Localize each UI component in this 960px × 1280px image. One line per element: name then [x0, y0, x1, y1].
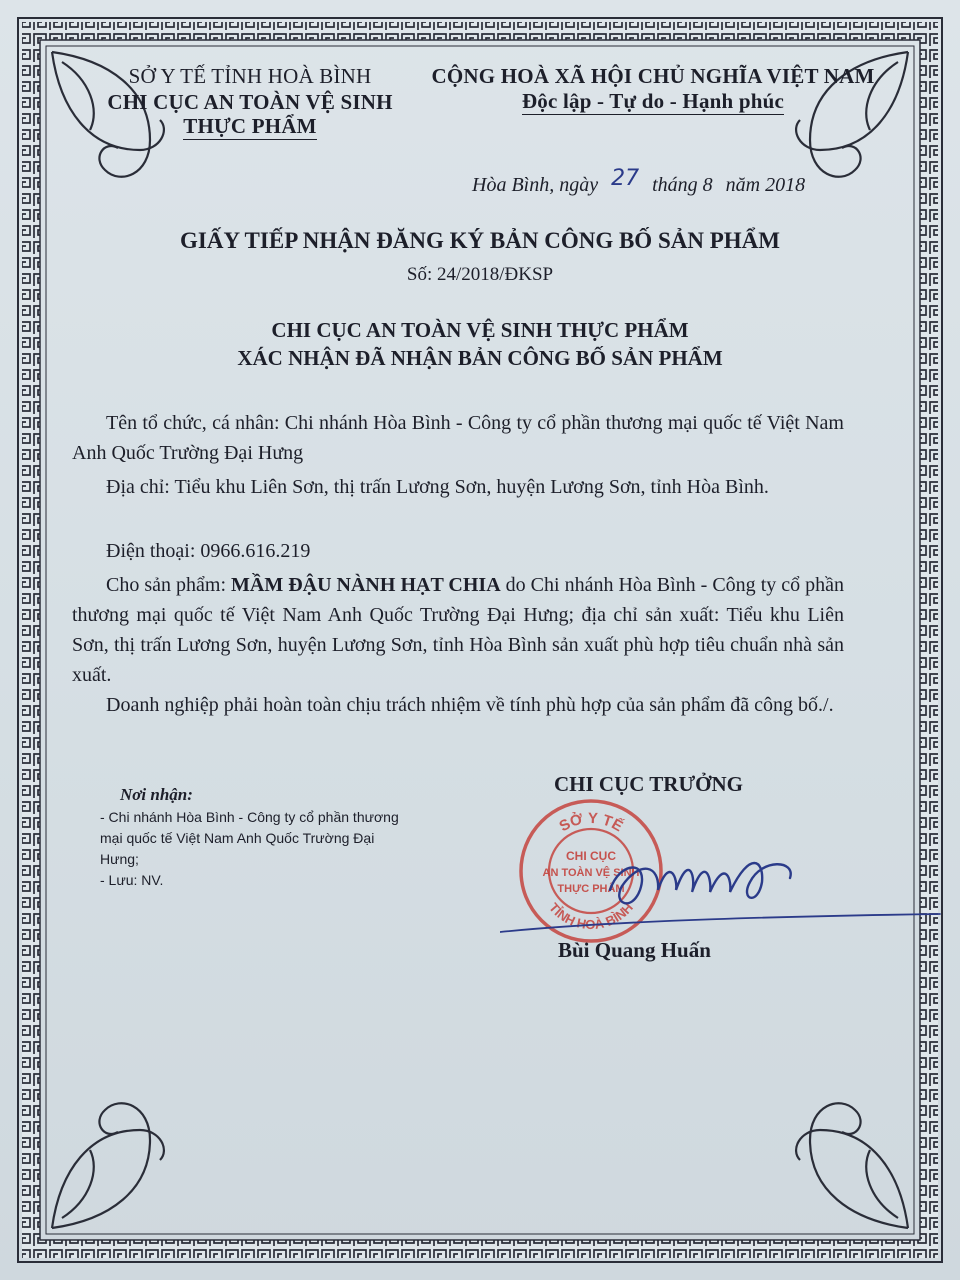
republic-line-2-wrap [428, 89, 878, 114]
date-line [472, 166, 806, 197]
product-paragraph [72, 570, 844, 690]
phone-text: Điện thoại: 0966.616.219 [106, 540, 311, 562]
product-prefix: Cho sản phẩm: [106, 574, 226, 596]
stamp-center-line-1: CHI CỤC [566, 849, 616, 863]
product-suffix: do Chi nhánh Hòa Bình - Công ty cổ phần thương mại quốc tế Việt Nam Anh Quốc Trường Đại Hưng; địa chỉ sản xuất: Tiểu khu Liên Sơn, thị trấn Lương Sơn, huyện Lương Sơn, tỉnh Hòa Bình sản xuất phù hợp tiêu chuẩn nhà sản xuất. [72, 574, 845, 686]
recipient-item-1: - Chi nhánh Hòa Bình - Công ty cổ phần thương mại quốc tế Việt Nam Anh Quốc Trường Đại Hưng; [100, 809, 399, 867]
recipients-block [100, 784, 400, 891]
agency-line-3-wrap [0, 114, 500, 139]
handwritten-signature [500, 820, 950, 940]
corner-ornament-bottom-right [796, 1103, 908, 1228]
date-year: năm 2018 [725, 174, 806, 196]
document-number: Số: 24/2018/ĐKSP [406, 264, 554, 285]
recipient-item-2: - Lưu: NV. [100, 872, 164, 888]
republic-line-1: CỘNG HOÀ XÃ HỘI CHỦ NGHĨA VIỆT NAM [431, 64, 875, 88]
date-place: Hòa Bình, ngày [472, 174, 599, 196]
subtitle-line-1: CHI CỤC AN TOÀN VỆ SINH THỰC PHẨM [271, 318, 689, 342]
responsibility-paragraph [72, 690, 844, 720]
signature-role: CHI CỤC TRƯỞNG [554, 772, 744, 796]
product-name: MẦM ĐẬU NÀNH HẠT CHIA [231, 574, 501, 596]
address-paragraph [72, 472, 844, 502]
agency-line-2: CHI CỤC AN TOÀN VỆ SINH [107, 90, 393, 114]
phone-paragraph [72, 536, 844, 566]
date-month: tháng 8 [652, 174, 713, 196]
document-title: GIẤY TIẾP NHẬN ĐĂNG KÝ BẢN CÔNG BỐ SẢN PHẨM [180, 228, 780, 253]
signer-name: Bùi Quang Huấn [558, 938, 711, 962]
agency-line-3: THỰC PHẨM [183, 114, 317, 138]
address-text: Địa chỉ: Tiểu khu Liên Sơn, thị trấn Lương Sơn, huyện Lương Sơn, tỉnh Hòa Bình. [106, 476, 769, 498]
stamp-top-text: SỞ Y TẾ [556, 809, 626, 836]
agency-line-1: SỞ Y TẾ TỈNH HOÀ BÌNH [128, 64, 372, 88]
stamp-bottom-text: TỈNH HOÀ BÌNH [546, 899, 636, 933]
stamp-center-line-2: AN TOÀN VỆ SINH [542, 867, 640, 879]
responsibility-text: Doanh nghiệp phải hoàn toàn chịu trách nhiệm về tính phù hợp của sản phẩm đã công bố./. [106, 694, 834, 716]
subtitle-line-2: XÁC NHẬN ĐÃ NHẬN BẢN CÔNG BỐ SẢN PHẨM [237, 346, 723, 370]
org-paragraph [72, 408, 844, 468]
recipients-title: Nơi nhận: [120, 785, 193, 804]
stamp-center-line-3: THỰC PHẨM [557, 883, 625, 895]
republic-motto: Độc lập - Tự do - Hạnh phúc [521, 89, 785, 113]
corner-ornament-bottom-left [52, 1103, 164, 1228]
org-text: Tên tổ chức, cá nhân: Chi nhánh Hòa Bình - Công ty cổ phần thương mại quốc tế Việt Nam Anh Quốc Trường Đại Hưng [72, 412, 844, 464]
date-day: 27 [611, 166, 640, 191]
